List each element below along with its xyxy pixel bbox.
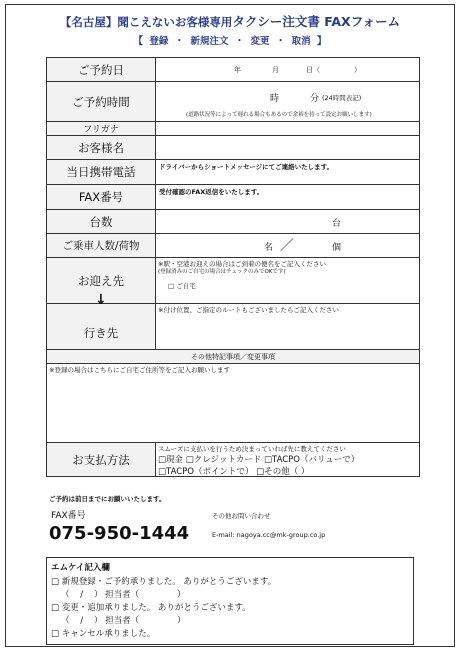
- row-mobile: [47, 160, 420, 185]
- time-delay-note: (道路状況等によって遅れる場合もあるので余裕を持って設定お願いします): [186, 112, 372, 118]
- row-furigana: [47, 122, 420, 136]
- destination-note: ※付け位置、ご指定のルートもございましたらご記入ください: [158, 306, 339, 314]
- date-day-unit: 日（: [306, 66, 320, 74]
- row-passengers: [47, 234, 420, 258]
- date-field[interactable]: [156, 58, 420, 82]
- payment-label: お支払方法: [47, 443, 156, 477]
- fax-order-form: [5, 4, 455, 647]
- title-mid: 聞こえないお客様専用: [117, 15, 233, 29]
- mobile-field[interactable]: [156, 160, 420, 185]
- form-subtitle: 【 登録 ・ 新規注文 ・ 変更 ・ 取消 】: [133, 36, 327, 47]
- time-format-note: (24時間表記): [322, 94, 362, 102]
- mobile-note: ドライバーからショートメッセージにてご連絡いたします。: [159, 163, 334, 171]
- payment-options: [156, 443, 420, 477]
- office-new-staff: （ / ） 担当者（ ）: [61, 590, 186, 600]
- cars-label: 台数: [47, 210, 156, 234]
- cars-unit: 台: [332, 219, 342, 229]
- row-destination: [47, 304, 420, 350]
- time-minute-unit: 分: [310, 94, 320, 104]
- destination-field[interactable]: [156, 304, 420, 350]
- destination-label-cell: [47, 292, 156, 350]
- row-date: [47, 58, 420, 82]
- row-time: [47, 82, 420, 122]
- other-notes-hint: ※登録の場合はこちらにご自宅ご住所等をご記入お願いします: [49, 366, 230, 374]
- furigana-field[interactable]: [156, 122, 420, 136]
- office-use-box: [46, 557, 414, 645]
- row-payment: [47, 443, 420, 477]
- fax-number: 075-950-1444: [49, 523, 190, 544]
- row-fax: [47, 185, 420, 210]
- pickup-label: お迎え先: [47, 258, 156, 304]
- name-field[interactable]: [156, 136, 420, 160]
- other-notes-header: その他特記事項／変更事項: [47, 350, 420, 364]
- office-cancel: □ キャンセル承りました。: [51, 629, 156, 639]
- pickup-subnote: (登録済みのご自宅の場合はチェックのみでOKです): [158, 269, 286, 275]
- home-checkbox[interactable]: □ ご自宅: [168, 282, 196, 290]
- passengers-field[interactable]: [156, 234, 420, 258]
- advance-notice: ご予約は前日までにお願いいたします。: [49, 495, 166, 503]
- date-label: ご予約日: [47, 58, 156, 82]
- office-change-staff: （ / ） 担当者（ ）: [61, 616, 186, 626]
- passengers-slash: ／: [280, 238, 294, 254]
- fax-note: 受付確認のFAX返信をいたします。: [159, 188, 264, 196]
- inquiry-label: その他お問い合わせ: [212, 512, 271, 520]
- office-change: □ 変更・追加承りました。 ありがとうございます。: [51, 603, 251, 613]
- office-new-booking: □ 新規登録・ご予約承りました。 ありがとうございます。: [51, 577, 277, 587]
- row-name: [47, 136, 420, 160]
- fax-number-label: FAX番号: [51, 511, 86, 521]
- destination-label: 行き先: [83, 325, 119, 340]
- time-hour-unit: 時: [270, 94, 280, 104]
- payment-note: スムーズに支払いを行うため決まっていれば先に教えてください: [158, 445, 346, 453]
- down-arrow-icon: ↓: [95, 292, 107, 308]
- row-other-header: [47, 350, 420, 364]
- passengers-label: ご乗車人数/荷物: [47, 234, 156, 258]
- row-other: [47, 364, 420, 443]
- payment-options-line2[interactable]: □TACPO（ポイントで） □その他（ ）: [158, 467, 310, 477]
- home-checkbox-label: ご自宅: [176, 282, 196, 290]
- fax-label: FAX番号: [47, 185, 156, 210]
- title-prefix: 【名古屋】: [59, 15, 118, 29]
- time-label: ご予約時間: [47, 82, 156, 122]
- order-table: [46, 57, 420, 477]
- pickup-note: ※駅・空港お迎えの場合はご到着の便名をご記入ください: [158, 260, 326, 268]
- office-use-title: エムケイ記入欄: [51, 563, 110, 573]
- fax-field[interactable]: [156, 185, 420, 210]
- name-label: お客様名: [47, 136, 156, 160]
- mobile-label: 当日携帯電話: [47, 160, 156, 185]
- contact-email: E-mail: nagoya.cc@mk-group.co.jp: [212, 531, 326, 539]
- date-year-unit: 年: [234, 66, 241, 74]
- payment-options-line1[interactable]: □現金 □クレジットカード □TACPO（バリューで）: [158, 455, 360, 465]
- passengers-unit: 名: [264, 243, 274, 253]
- cars-field[interactable]: [156, 210, 420, 234]
- title-main: タクシー注文書 FAXフォーム: [232, 14, 401, 29]
- furigana-label: フリガナ: [47, 122, 156, 136]
- date-month-unit: 月: [272, 66, 279, 74]
- luggage-unit: 個: [332, 243, 342, 253]
- time-field[interactable]: [156, 82, 420, 122]
- form-title: [6, 12, 454, 30]
- date-day-close: ）: [354, 66, 361, 74]
- pickup-field[interactable]: [156, 258, 420, 304]
- row-cars: [47, 210, 420, 234]
- other-notes-field[interactable]: [47, 364, 420, 443]
